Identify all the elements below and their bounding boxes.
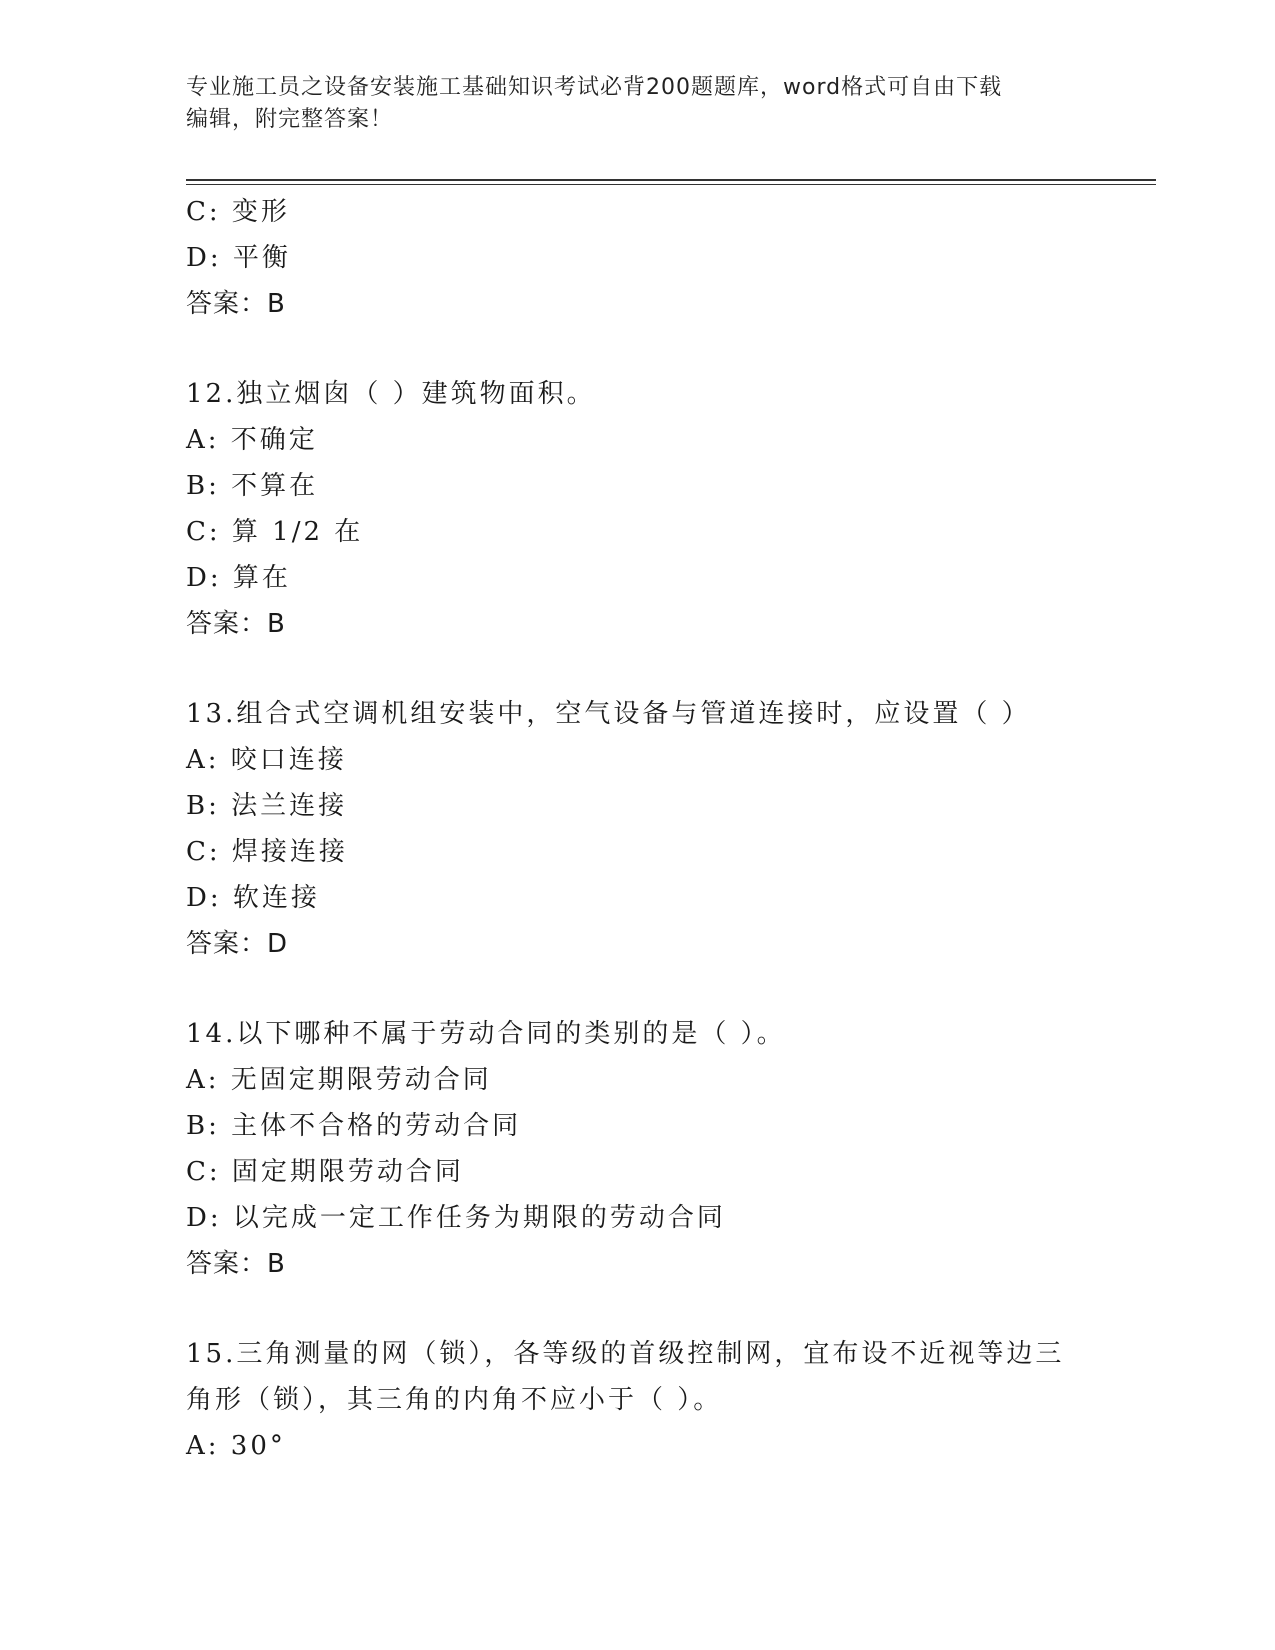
question-text: 13.组合式空调机组安装中，空气设备与管道连接时，应设置（ ） xyxy=(186,699,1031,729)
question-text-line-1: 15.三角测量的网（锁），各等级的首级控制网，宜布设不近视等边三 xyxy=(186,1339,1065,1369)
spacer xyxy=(186,967,1086,1011)
answer-line: 答案：B xyxy=(186,289,286,319)
header-line-1: 专业施工员之设备安装施工基础知识考试必背200题题库，word格式可自由下载 xyxy=(186,75,1003,100)
option-a: A: 咬口连接 xyxy=(186,745,347,775)
question-list xyxy=(186,189,1086,1469)
option-d: D: 软连接 xyxy=(186,883,320,913)
document-header xyxy=(186,72,1086,136)
spacer xyxy=(186,1287,1086,1331)
answer-line: 答案：B xyxy=(186,609,286,639)
option-d: D: 以完成一定工作任务为期限的劳动合同 xyxy=(186,1203,726,1233)
option-b: B: 主体不合格的劳动合同 xyxy=(186,1111,522,1141)
question-text-line-2: 角形（锁），其三角的内角不应小于（ ）。 xyxy=(186,1385,723,1415)
question-block-14 xyxy=(186,1011,1086,1287)
option-c: C: 焊接连接 xyxy=(186,837,348,867)
option-b: B: 法兰连接 xyxy=(186,791,348,821)
question-block-partial xyxy=(186,189,1086,327)
option-a: A: 无固定期限劳动合同 xyxy=(186,1065,492,1095)
question-block-15 xyxy=(186,1331,1086,1469)
option-c: C: 变形 xyxy=(186,197,290,227)
option-a: A: 不确定 xyxy=(186,425,318,455)
option-d: D: 平衡 xyxy=(186,243,291,273)
header-line-2: 编辑，附完整答案！ xyxy=(186,107,394,132)
question-block-12 xyxy=(186,371,1086,647)
option-a: A: 30° xyxy=(186,1431,286,1461)
answer-line: 答案：B xyxy=(186,1249,286,1279)
option-c: C: 固定期限劳动合同 xyxy=(186,1157,464,1187)
spacer xyxy=(186,327,1086,371)
question-text: 12.独立烟囱（ ）建筑物面积。 xyxy=(186,379,596,409)
question-text: 14.以下哪种不属于劳动合同的类别的是（ ）。 xyxy=(186,1019,786,1049)
header-divider-thick xyxy=(186,179,1156,181)
option-b: B: 不算在 xyxy=(186,471,319,501)
option-d: D: 算在 xyxy=(186,563,291,593)
option-c: C: 算 1/2 在 xyxy=(186,517,364,547)
answer-line: 答案：D xyxy=(186,929,289,959)
question-block-13 xyxy=(186,691,1086,967)
header-divider-thin xyxy=(186,184,1156,185)
spacer xyxy=(186,647,1086,691)
